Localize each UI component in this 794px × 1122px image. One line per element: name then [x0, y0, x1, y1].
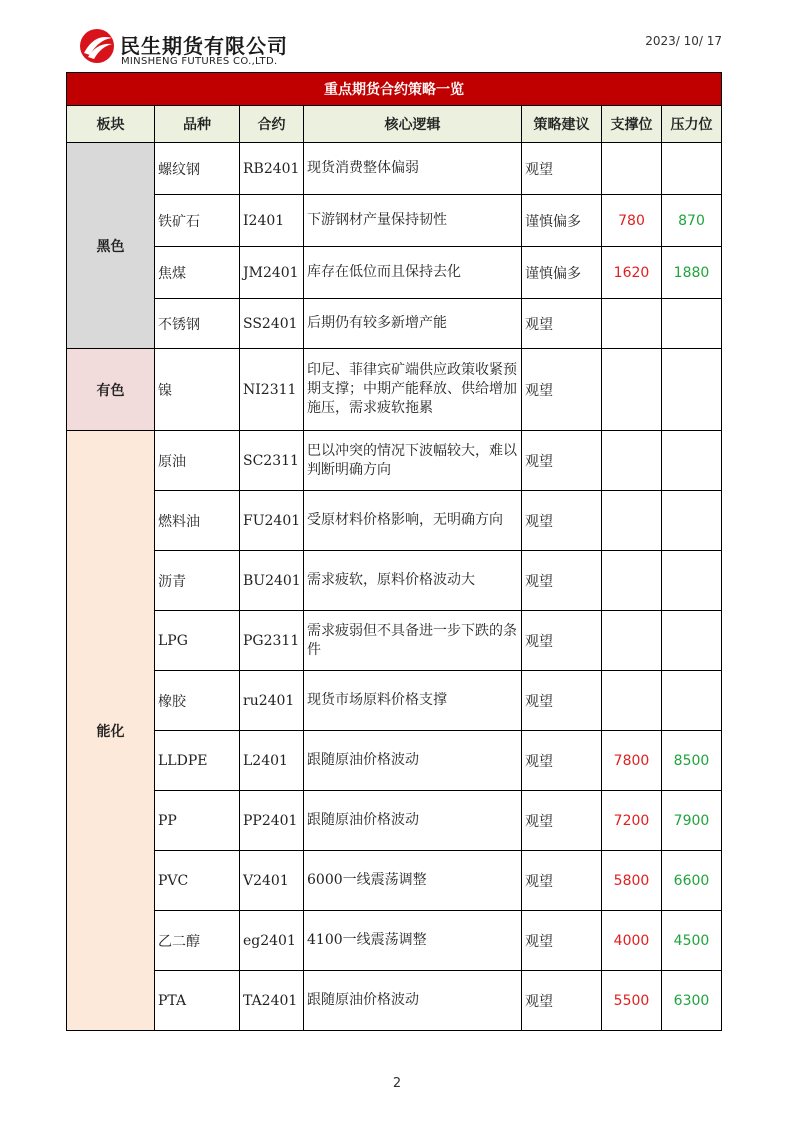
advice-cell: 观望 [522, 551, 602, 611]
variety-cell: 不锈钢 [155, 299, 240, 349]
logic-cell: 下游钢材产量保持韧性 [304, 195, 522, 247]
variety-cell: LPG [155, 611, 240, 671]
sector-cell-nonferrous: 有色 [67, 349, 155, 431]
sector-cell-energy: 能化 [67, 431, 155, 1031]
contract-cell: JM2401 [240, 247, 304, 299]
advice-cell: 谨慎偏多 [522, 247, 602, 299]
logic-cell: 现货消费整体偏弱 [304, 143, 522, 195]
variety-cell: 燃料油 [155, 491, 240, 551]
advice-cell: 观望 [522, 431, 602, 491]
contract-cell: PG2311 [240, 611, 304, 671]
support-cell [602, 611, 662, 671]
resistance-cell: 4500 [662, 911, 722, 971]
table-row [67, 911, 722, 971]
advice-cell: 观望 [522, 143, 602, 195]
sector-cell-black: 黑色 [67, 143, 155, 349]
resistance-cell [662, 299, 722, 349]
table-row [67, 247, 722, 299]
logic-cell: 需求疲软，原料价格波动大 [304, 551, 522, 611]
table-title: 重点期货合约策略一览 [67, 73, 722, 106]
advice-cell: 谨慎偏多 [522, 195, 602, 247]
support-cell: 780 [602, 195, 662, 247]
page-header [78, 26, 722, 70]
support-cell: 5500 [602, 971, 662, 1031]
advice-cell: 观望 [522, 731, 602, 791]
table-row [67, 851, 722, 911]
variety-cell: PP [155, 791, 240, 851]
resistance-cell [662, 671, 722, 731]
variety-cell: 原油 [155, 431, 240, 491]
resistance-cell: 6600 [662, 851, 722, 911]
advice-cell: 观望 [522, 491, 602, 551]
resistance-cell: 870 [662, 195, 722, 247]
contract-cell: V2401 [240, 851, 304, 911]
header-advice: 策略建议 [522, 106, 602, 143]
contract-cell: RB2401 [240, 143, 304, 195]
table-row [67, 349, 722, 431]
variety-cell: PVC [155, 851, 240, 911]
table-row [67, 431, 722, 491]
advice-cell: 观望 [522, 911, 602, 971]
logic-cell: 需求疲弱但不具备进一步下跌的条件 [304, 611, 522, 671]
support-cell [602, 491, 662, 551]
header-support: 支撑位 [602, 106, 662, 143]
support-cell [602, 551, 662, 611]
table-row [67, 143, 722, 195]
logic-cell: 现货市场原料价格支撑 [304, 671, 522, 731]
header-contract: 合约 [240, 106, 304, 143]
support-cell [602, 143, 662, 195]
table-row [67, 195, 722, 247]
contract-cell: FU2401 [240, 491, 304, 551]
table-row [67, 299, 722, 349]
resistance-cell: 1880 [662, 247, 722, 299]
logic-cell: 跟随原油价格波动 [304, 731, 522, 791]
variety-cell: 铁矿石 [155, 195, 240, 247]
contract-cell: eg2401 [240, 911, 304, 971]
table-row [67, 971, 722, 1031]
contract-cell: PP2401 [240, 791, 304, 851]
resistance-cell [662, 143, 722, 195]
resistance-cell [662, 491, 722, 551]
variety-cell: 沥青 [155, 551, 240, 611]
contract-cell: SS2401 [240, 299, 304, 349]
contract-cell: L2401 [240, 731, 304, 791]
contract-cell: NI2311 [240, 349, 304, 431]
advice-cell: 观望 [522, 791, 602, 851]
table-row [67, 671, 722, 731]
advice-cell: 观望 [522, 349, 602, 431]
header-resistance: 压力位 [662, 106, 722, 143]
table-row [67, 731, 722, 791]
header-sector: 板块 [67, 106, 155, 143]
report-date: 2023/ 10/ 17 [645, 34, 722, 48]
brand-name-cn: 民生期货有限公司 [120, 34, 288, 58]
variety-cell: 乙二醇 [155, 911, 240, 971]
variety-cell: 焦煤 [155, 247, 240, 299]
variety-cell: 橡胶 [155, 671, 240, 731]
resistance-cell [662, 431, 722, 491]
variety-cell: 镍 [155, 349, 240, 431]
table-row [67, 611, 722, 671]
resistance-cell [662, 611, 722, 671]
table-row [67, 491, 722, 551]
advice-cell: 观望 [522, 611, 602, 671]
table-row [67, 791, 722, 851]
resistance-cell: 7900 [662, 791, 722, 851]
support-cell [602, 431, 662, 491]
advice-cell: 观望 [522, 851, 602, 911]
page-number: 2 [392, 1076, 402, 1091]
contract-cell: SC2311 [240, 431, 304, 491]
contract-cell: BU2401 [240, 551, 304, 611]
contract-cell: TA2401 [240, 971, 304, 1031]
resistance-cell: 6300 [662, 971, 722, 1031]
logic-cell: 6000一线震荡调整 [304, 851, 522, 911]
brand-name-en: MINSHENG FUTURES CO.,LTD. [121, 56, 278, 67]
resistance-cell: 8500 [662, 731, 722, 791]
contract-cell: ru2401 [240, 671, 304, 731]
header-variety: 品种 [155, 106, 240, 143]
logic-cell: 受原材料价格影响，无明确方向 [304, 491, 522, 551]
table-row [67, 551, 722, 611]
support-cell: 1620 [602, 247, 662, 299]
support-cell: 7200 [602, 791, 662, 851]
contract-cell: I2401 [240, 195, 304, 247]
header-row [67, 106, 722, 143]
logic-cell: 库存在低位而且保持去化 [304, 247, 522, 299]
header-logic: 核心逻辑 [304, 106, 522, 143]
variety-cell: PTA [155, 971, 240, 1031]
logic-cell: 巴以冲突的情况下波幅较大，难以判断明确方向 [304, 431, 522, 491]
logic-cell: 后期仍有较多新增产能 [304, 299, 522, 349]
logic-cell: 跟随原油价格波动 [304, 791, 522, 851]
logic-cell: 印尼、菲律宾矿端供应政策收紧预期支撑；中期产能释放、供给增加施压，需求疲软拖累 [304, 349, 522, 431]
variety-cell: LLDPE [155, 731, 240, 791]
advice-cell: 观望 [522, 971, 602, 1031]
resistance-cell [662, 551, 722, 611]
support-cell: 7800 [602, 731, 662, 791]
support-cell: 5800 [602, 851, 662, 911]
support-cell [602, 671, 662, 731]
minsheng-logo-icon [78, 26, 116, 66]
advice-cell: 观望 [522, 671, 602, 731]
logic-cell: 4100一线震荡调整 [304, 911, 522, 971]
support-cell: 4000 [602, 911, 662, 971]
variety-cell: 螺纹钢 [155, 143, 240, 195]
support-cell [602, 299, 662, 349]
strategy-table [66, 72, 722, 1031]
support-cell [602, 349, 662, 431]
resistance-cell [662, 349, 722, 431]
logic-cell: 跟随原油价格波动 [304, 971, 522, 1031]
advice-cell: 观望 [522, 299, 602, 349]
